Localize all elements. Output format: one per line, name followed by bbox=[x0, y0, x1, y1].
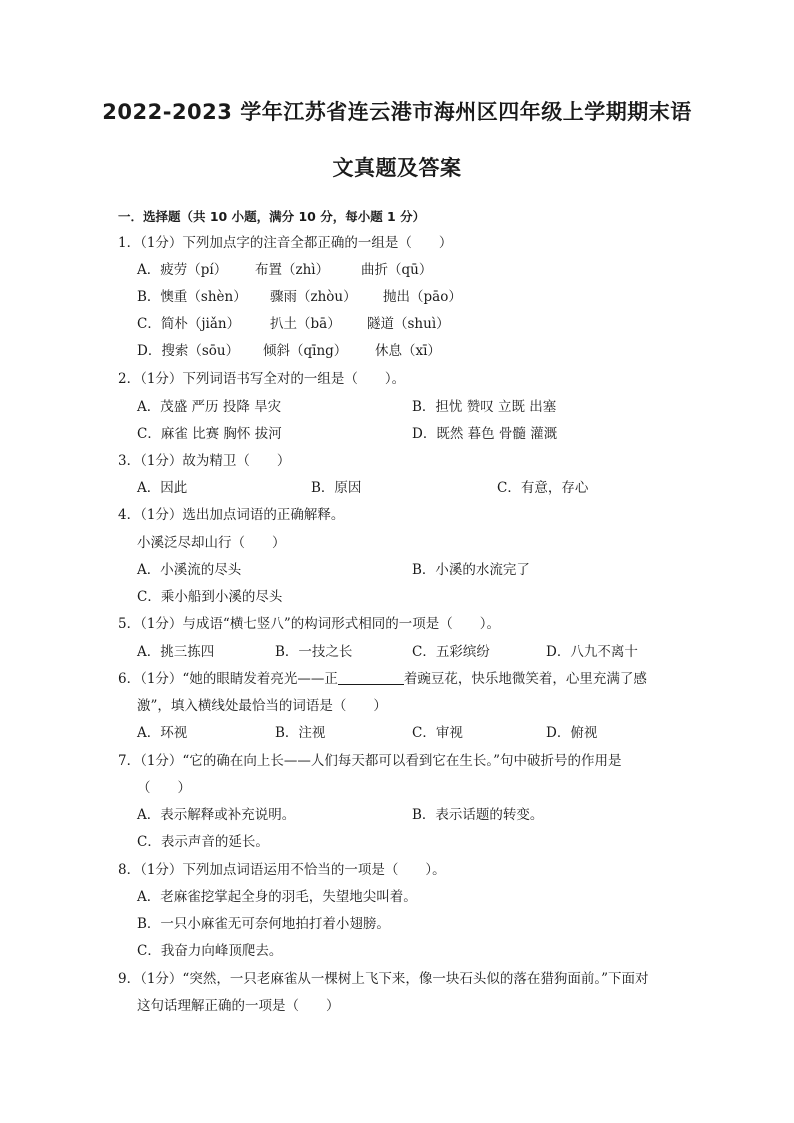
question-2-option-a: A．茂盛 严历 投降 旱灾 bbox=[137, 399, 282, 415]
question-8-option-b: B．一只小麻雀无可奈何地拍打着小翅膀。 bbox=[137, 916, 390, 932]
question-7-option-b: B．表示话题的转变。 bbox=[412, 807, 544, 823]
q1-b-item-2: 骤雨（zhòu） bbox=[270, 289, 357, 305]
question-3-option-a: A．因此 bbox=[137, 480, 188, 496]
question-6-option-b: B．注视 bbox=[275, 725, 326, 741]
question-4-option-a: A．小溪流的尽头 bbox=[137, 562, 242, 578]
q1-c-item-3: 隧道（shuì） bbox=[367, 316, 450, 332]
question-1-option-b bbox=[137, 288, 637, 306]
question-9-stem-continued: 这句话理解正确的一项是（ ） bbox=[137, 998, 340, 1014]
question-1-option-a bbox=[137, 261, 637, 279]
question-1-option-d bbox=[137, 342, 637, 360]
question-6-stem bbox=[118, 670, 647, 688]
q1-d-item-3: 休息（xī） bbox=[375, 343, 441, 359]
question-6-option-a: A．环视 bbox=[137, 725, 188, 741]
question-7-stem-continued: （ ） bbox=[137, 780, 191, 796]
question-5-option-b: B．一技之长 bbox=[275, 644, 353, 660]
q1-b-item-1: B．懊重（shèn） bbox=[137, 289, 247, 305]
q1-b-item-3: 抛出（pāo） bbox=[383, 289, 462, 305]
question-2-stem: 2．（1分）下列词语书写全对的一组是（ ）。 bbox=[118, 371, 406, 387]
question-7-option-c: C．表示声音的延长。 bbox=[137, 834, 269, 850]
question-8-option-a: A．老麻雀挖掌起全身的羽毛，失望地尖叫着。 bbox=[137, 889, 417, 905]
question-5-option-d: D．八九不离十 bbox=[546, 644, 638, 660]
answer-blank bbox=[338, 670, 404, 685]
question-3-option-c: C．有意，存心 bbox=[497, 480, 589, 496]
question-2-option-c: C．麻雀 比赛 胸怀 拔河 bbox=[137, 426, 282, 442]
question-6-option-c: C．审视 bbox=[412, 725, 463, 741]
question-3-option-b: B．原因 bbox=[311, 480, 362, 496]
question-8-option-c: C．我奋力向峰顶爬去。 bbox=[137, 943, 283, 959]
question-4-option-b: B．小溪的水流完了 bbox=[412, 562, 530, 578]
question-8-stem: 8．（1分）下列加点词语运用不恰当的一项是（ ）。 bbox=[118, 862, 446, 878]
question-1-option-c bbox=[137, 315, 637, 333]
q1-c-item-1: C．简朴（jiǎn） bbox=[137, 316, 241, 332]
q1-a-item-3: 曲折（qū） bbox=[361, 262, 433, 278]
q1-d-item-2: 倾斜（qīng） bbox=[263, 343, 348, 359]
q1-a-item-2: 布置（zhì） bbox=[255, 262, 330, 278]
question-1-stem: 1．（1分）下列加点字的注音全都正确的一组是（ ） bbox=[118, 235, 453, 251]
document-title-line-2: 文真题及答案 bbox=[332, 156, 462, 180]
question-7-option-a: A．表示解释或补充说明。 bbox=[137, 807, 296, 823]
q6-stem-before-blank: 6．（1分）“她的眼睛发着亮光——正 bbox=[118, 671, 338, 687]
q1-d-item-1: D．搜索（sōu） bbox=[137, 343, 240, 359]
question-9-stem: 9．（1分）“突然，一只老麻雀从一棵树上飞下来，像一块石头似的落在猎狗面前。”下面对 bbox=[118, 971, 649, 987]
question-6-option-d: D．俯视 bbox=[546, 725, 598, 741]
question-5-stem: 5．（1分）与成语“横七竖八”的构词形式相同的一项是（ ）。 bbox=[118, 616, 500, 632]
section-heading: 一．选择题（共 10 小题，满分 10 分，每小题 1 分） bbox=[118, 209, 426, 224]
question-2-option-d: D．既然 暮色 骨髓 灌溉 bbox=[412, 426, 558, 442]
question-3-stem: 3．（1分）故为精卫（ ） bbox=[118, 453, 291, 469]
question-4-stem: 4．（1分）选出加点词语的正确解释。 bbox=[118, 507, 345, 523]
question-6-stem-continued: 激”，填入横线处最恰当的词语是（ ） bbox=[137, 698, 387, 714]
question-7-stem: 7．（1分）“它的确在向上长——人们每天都可以看到它在生长。”句中破折号的作用是 bbox=[118, 753, 622, 769]
question-5-option-a: A．挑三拣四 bbox=[137, 644, 215, 660]
q1-a-item-1: A．疲劳（pí） bbox=[137, 262, 228, 278]
question-4-passage: 小溪泛尽却山行（ ） bbox=[137, 535, 286, 551]
document-title-line-1: 2022-2023 学年江苏省连云港市海州区四年级上学期期末语 bbox=[102, 100, 692, 124]
question-5-option-c: C．五彩缤纷 bbox=[412, 644, 490, 660]
question-2-option-b: B．担忧 赞叹 立既 出塞 bbox=[412, 399, 557, 415]
question-4-option-c: C．乘小船到小溪的尽头 bbox=[137, 589, 283, 605]
q1-c-item-2: 扒土（bā） bbox=[270, 316, 341, 332]
q6-stem-after-blank: 着豌豆花，快乐地微笑着，心里充满了感 bbox=[403, 671, 647, 687]
